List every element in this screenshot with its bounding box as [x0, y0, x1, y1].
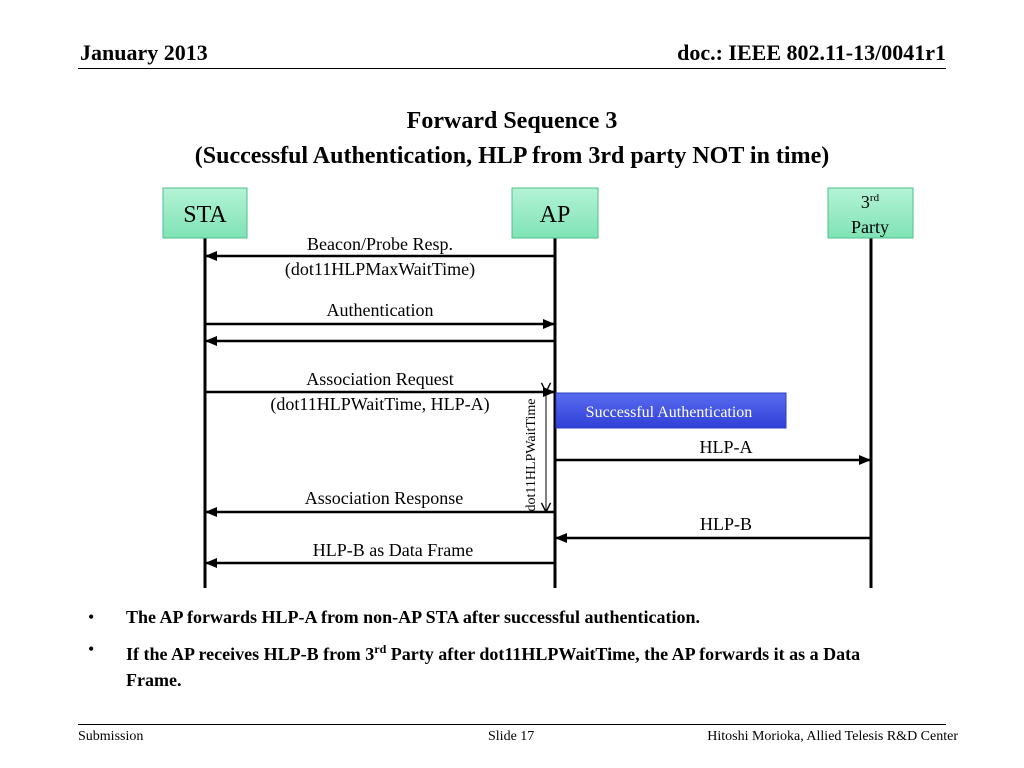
- bullet-list: [88, 604, 888, 699]
- bullet-text-superscript: rd: [374, 642, 387, 656]
- hlp-b-label: HLP-B: [699, 514, 753, 534]
- third-party-number: 3: [860, 192, 870, 212]
- beacon-label-line1: Beacon/Probe Resp.: [307, 234, 453, 254]
- sta-label: STA: [183, 202, 227, 228]
- bullet-text-post: Party after dot11HLPWaitTime, the AP forwards it as a Data Frame.: [126, 644, 861, 690]
- header-date: January 2013: [80, 40, 208, 65]
- third-party-superscript: rd: [869, 192, 880, 204]
- sta-entity-box: [163, 188, 247, 238]
- header-doc-id: doc.: IEEE 802.11-13/0041r1: [677, 40, 946, 65]
- third-party-word: Party: [851, 217, 889, 237]
- ap-label: AP: [539, 202, 571, 228]
- bullet-text-pre: If the AP receives HLP-B from 3: [126, 644, 375, 664]
- authentication-label: Authentication: [326, 300, 434, 320]
- hlp-b-data-frame-label: HLP-B as Data Frame: [312, 540, 474, 560]
- bullet-item: [88, 636, 888, 693]
- wait-time-interval-label: dot11HLPWaitTime: [524, 398, 539, 512]
- slide-subtitle: (Successful Authentication, HLP from 3rd party NOT in time): [194, 143, 830, 169]
- footer-submission: Submission: [78, 729, 144, 744]
- slide-title: Forward Sequence 3: [406, 108, 618, 134]
- bullet-text: The AP forwards HLP-A from non-AP STA after successful authentication.: [126, 607, 701, 627]
- hlp-a-label: HLP-A: [699, 437, 753, 457]
- footer-slide-number: Slide 17: [488, 729, 535, 744]
- successful-authentication-box: [556, 393, 786, 428]
- third-party-entity-box: [828, 188, 913, 238]
- bullet-marker-icon: •: [88, 639, 95, 659]
- beacon-label-line2: (dot11HLPMaxWaitTime): [284, 259, 476, 279]
- footer-author: Hitoshi Morioka, Allied Telesis R&D Center: [707, 729, 958, 744]
- assoc-response-label: Association Response: [304, 488, 464, 508]
- ap-entity-box: [512, 188, 598, 238]
- footer-rule: [78, 724, 946, 725]
- bullet-marker-icon: •: [88, 607, 95, 627]
- assoc-request-label-line2: (dot11HLPWaitTime, HLP-A): [270, 394, 490, 414]
- bullet-item: [88, 604, 888, 630]
- assoc-request-label-line1: Association Request: [306, 369, 454, 389]
- successful-authentication-label: Successful Authentication: [585, 404, 753, 421]
